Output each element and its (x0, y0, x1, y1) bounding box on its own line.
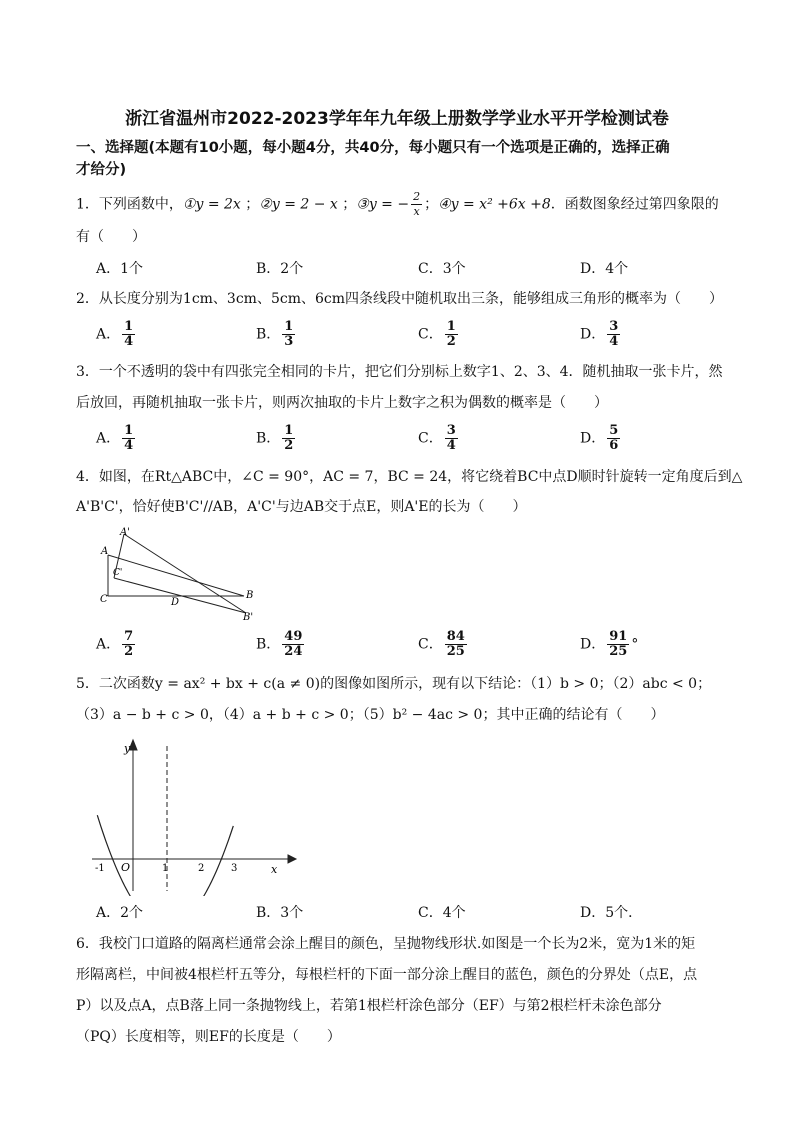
q3-option-d[interactable]: D． $\frac{5}{6}$ (580, 423, 619, 453)
label-a: A (101, 546, 109, 557)
function-1: ①y = 2x (182, 196, 241, 213)
question-1 (76, 190, 766, 219)
parabola-curve (97, 815, 233, 896)
section-heading-line2: 才给分) (76, 162, 127, 178)
function-3-prefix: ③y = − (356, 196, 410, 213)
page-title: 浙江省温州市2022-2023学年年九年级上册数学学业水平开学检测试卷 (125, 109, 669, 129)
label-b-prime: B' (243, 612, 254, 622)
separator: ； (245, 196, 260, 213)
question-number: 1． (76, 196, 99, 213)
tick-2: 2 (198, 863, 205, 874)
label-d: D (171, 597, 180, 608)
question-6-line4: （PQ）长度相等，则EF的长度是（ ） (76, 1029, 341, 1045)
label-c-prime: C' (113, 568, 123, 578)
q2-option-b[interactable]: B． $\frac{1}{3}$ (256, 319, 294, 349)
label-a-prime: A' (120, 527, 130, 538)
q5-option-a[interactable]: A．2个 (96, 905, 144, 921)
section-heading-line1: 一、选择题(本题有10小题，每小题4分，共40分，每小题只有一个选项是正确的，选择正确 (76, 140, 670, 156)
triangle-rotation-figure (96, 526, 266, 622)
y-label: y (124, 742, 131, 755)
function-2: ②y = 2 − x (259, 196, 338, 213)
x-label: x (271, 863, 278, 876)
function-3-fraction (411, 190, 422, 219)
question-2: 2．从长度分别为1cm、3cm、5cm、6cm四条线段中随机取出三条，能够组成三角形的概率为（ ） (76, 291, 723, 307)
q4-option-d[interactable]: D． $\frac{91}{25}$ ° (580, 629, 639, 659)
q1-option-c[interactable]: C．3个 (418, 261, 466, 277)
question-4-line2: A'B'C'，恰好使B'C'//AB，A'C'与边AB交于点E，则A'E的长为（ ） (76, 499, 527, 515)
question-6-line1: 6．我校门口道路的隔离栏通常会涂上醒目的颜色，呈抛物线形状.如图是一个长为2米，宽为1米的矩 (76, 936, 696, 952)
x-axis-arrow (288, 855, 296, 863)
function-4: ④y = x² +6x +8 (438, 196, 551, 213)
question-1-line2: 有（ ） (76, 229, 146, 245)
q3-option-c[interactable]: C． $\frac{3}{4}$ (418, 423, 456, 453)
label-c: C (100, 594, 108, 605)
q5-option-d[interactable]: D．5个． (580, 905, 643, 921)
parabola-graph (88, 736, 298, 896)
tick-1: 1 (162, 863, 169, 874)
q4-option-a[interactable]: A． $\frac{7}{2}$ (96, 629, 134, 659)
fraction-denominator: x (413, 205, 420, 218)
q1-option-a[interactable]: A．1个 (96, 261, 144, 277)
q1-option-b[interactable]: B．2个 (256, 261, 304, 277)
separator: ； (342, 196, 357, 213)
q5-option-c[interactable]: C．4个 (418, 905, 466, 921)
question-6-line2: 形隔离栏，中间被4根栏杆五等分，每根栏杆的下面一部分涂上醒目的蓝色，颜色的分界处（点E，点 (76, 967, 698, 983)
q2-option-a[interactable]: A． $\frac{1}{4}$ (96, 319, 134, 349)
q3-option-a[interactable]: A． $\frac{1}{4}$ (96, 423, 134, 453)
tick-3: 3 (231, 863, 238, 874)
q5-option-b[interactable]: B．3个 (256, 905, 304, 921)
question-text: 下列函数中， (98, 196, 183, 213)
q3-option-b[interactable]: B． $\frac{1}{2}$ (256, 423, 294, 453)
question-3-line1: 3．一个不透明的袋中有四张完全相同的卡片，把它们分别标上数字1、2、3、4．随机抽取一张卡片，然 (76, 364, 723, 380)
tick-neg1: -1 (95, 863, 105, 874)
q4-option-c[interactable]: C． $\frac{84}{25}$ (418, 629, 465, 659)
q4-option-b[interactable]: B． $\frac{49}{24}$ (256, 629, 303, 659)
q1-option-d[interactable]: D．4个 (580, 261, 629, 277)
question-3-line2: 后放回，再随机抽取一张卡片，则两次抽取的卡片上数字之积为偶数的概率是（ ） (76, 395, 608, 411)
q2-option-d[interactable]: D． $\frac{3}{4}$ (580, 319, 619, 349)
question-4-line1: 4．如图，在Rt△ABC中，∠C = 90°，AC = 7，BC = 24，将它绕着BC中点D顺时针旋转一定角度后到△ (76, 469, 743, 485)
question-text-end: ．函数图象经过第四象限的 (550, 196, 719, 213)
label-b: B (246, 590, 254, 601)
origin-label: O (121, 861, 131, 874)
question-6-line3: P）以及点A，点B落上同一条抛物线上，若第1根栏杆涂色部分（EF）与第2根栏杆未涂色部分 (76, 998, 662, 1014)
fraction-numerator: 2 (413, 190, 421, 203)
question-5-line1: 5．二次函数y = ax² + bx + c(a ≠ 0)的图像如图所示，现有以下结论：（1）b > 0；（2）abc < 0； (76, 676, 712, 692)
q2-option-c[interactable]: C． $\frac{1}{2}$ (418, 319, 456, 349)
question-5-line2: （3）a − b + c > 0，（4）a + b + c > 0；（5）b² − 4ac > 0；其中正确的结论有（ ） (76, 707, 665, 723)
separator: ； (424, 196, 439, 213)
